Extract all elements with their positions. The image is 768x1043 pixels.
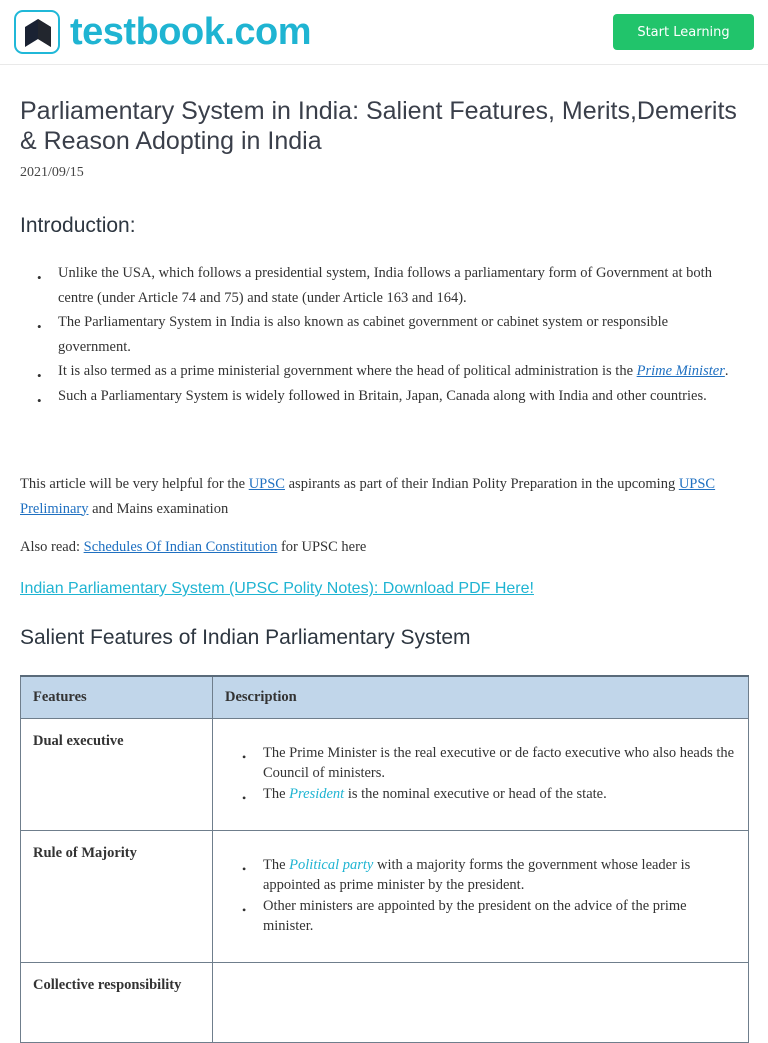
paragraph-text: for UPSC here bbox=[277, 539, 367, 555]
list-item bbox=[20, 310, 742, 359]
bullet-icon: • bbox=[242, 902, 247, 917]
political-party-link[interactable]: Political party bbox=[289, 856, 374, 873]
list-item bbox=[20, 384, 742, 409]
cell-text: Other ministers are appointed by the president on the advice of the prime minister. bbox=[263, 897, 687, 935]
description-list bbox=[213, 831, 748, 937]
cell-text: The Prime Minister is the real executive or de facto executive who also heads the Council of ministers. bbox=[263, 744, 735, 782]
bullet-icon: • bbox=[242, 749, 247, 764]
paragraph-text: Also read: bbox=[20, 539, 84, 555]
article-content bbox=[20, 96, 742, 993]
table-header-row bbox=[21, 676, 749, 718]
intro-heading: Introduction: bbox=[20, 214, 136, 237]
bullet-text-end: . bbox=[724, 363, 729, 380]
president-link[interactable]: President bbox=[289, 785, 345, 802]
description-cell bbox=[213, 718, 749, 830]
bullet-text: It is also termed as a prime ministerial government where the head of political administration is the bbox=[58, 363, 637, 380]
prime-minister-link[interactable]: Prime Minister bbox=[636, 363, 725, 380]
also-read-paragraph bbox=[20, 535, 720, 560]
cell-text: The bbox=[263, 785, 290, 802]
start-learning-button[interactable]: Start Learning bbox=[613, 14, 754, 50]
description-cell bbox=[213, 830, 749, 962]
article-date: 2021/09/15 bbox=[20, 165, 84, 180]
bullet-text: Unlike the USA, which follows a presidential system, India follows a parliamentary form of Government at both centre (under Article 74 and 75) and state (under Article 163 and 164). bbox=[58, 265, 712, 306]
description-list bbox=[213, 719, 748, 805]
table-row bbox=[21, 718, 749, 830]
list-item bbox=[20, 359, 742, 384]
list-item bbox=[213, 855, 748, 896]
logo-text[interactable]: testbook.com bbox=[70, 11, 312, 53]
bullet-icon: • bbox=[242, 790, 247, 805]
bullet-text: Such a Parliamentary System is widely followed in Britain, Japan, Canada along with India and other countries. bbox=[58, 387, 707, 404]
description-cell bbox=[213, 962, 749, 1042]
cell-text: with a majority forms the government whose leader is appointed as prime minister by the president. bbox=[263, 856, 691, 894]
salient-heading: Salient Features of Indian Parliamentary System bbox=[20, 626, 471, 649]
schedules-link[interactable]: Schedules Of Indian Constitution bbox=[83, 539, 278, 555]
list-item bbox=[213, 784, 748, 805]
cell-text: The bbox=[263, 856, 290, 873]
bullet-icon: • bbox=[37, 368, 42, 384]
list-item bbox=[213, 896, 748, 937]
feature-cell: Collective responsibility bbox=[21, 962, 213, 1042]
bullet-icon: • bbox=[37, 270, 42, 285]
paragraph-text: This article will be very helpful for the bbox=[20, 476, 249, 492]
testbook-logo-icon[interactable] bbox=[14, 10, 60, 54]
feature-cell: Rule of Majority bbox=[21, 830, 213, 962]
download-pdf-link[interactable]: Indian Parliamentary System (UPSC Polity Notes): Download PDF Here! bbox=[20, 580, 534, 597]
cell-text: is the nominal executive or head of the state. bbox=[344, 785, 607, 802]
description-column-header: Description bbox=[213, 676, 749, 718]
bullet-icon: • bbox=[37, 319, 42, 335]
paragraph-text: aspirants as part of their Indian Polity Preparation in the upcoming bbox=[284, 476, 679, 492]
bullet-icon: • bbox=[37, 392, 42, 408]
upsc-link[interactable]: UPSC bbox=[248, 476, 285, 492]
feature-cell: Dual executive bbox=[21, 718, 213, 830]
intro-list bbox=[20, 261, 742, 409]
table-row bbox=[21, 830, 749, 962]
helpful-paragraph bbox=[20, 472, 720, 521]
list-item bbox=[20, 261, 742, 310]
bullet-icon: • bbox=[242, 861, 247, 876]
features-column-header: Features bbox=[21, 676, 213, 718]
table-row bbox=[21, 962, 749, 1042]
paragraph-text: and Mains examination bbox=[88, 500, 229, 517]
list-item bbox=[213, 743, 748, 784]
site-header bbox=[0, 0, 768, 65]
features-table bbox=[20, 675, 749, 1043]
upsc-preliminary-link[interactable]: UPSC Preliminary bbox=[20, 476, 716, 517]
bullet-text: The Parliamentary System in India is also known as cabinet government or cabinet system or responsible government. bbox=[58, 314, 669, 355]
article-title: Parliamentary System in India: Salient Features, Merits,Demerits & Reason Adopting in India bbox=[20, 97, 737, 155]
